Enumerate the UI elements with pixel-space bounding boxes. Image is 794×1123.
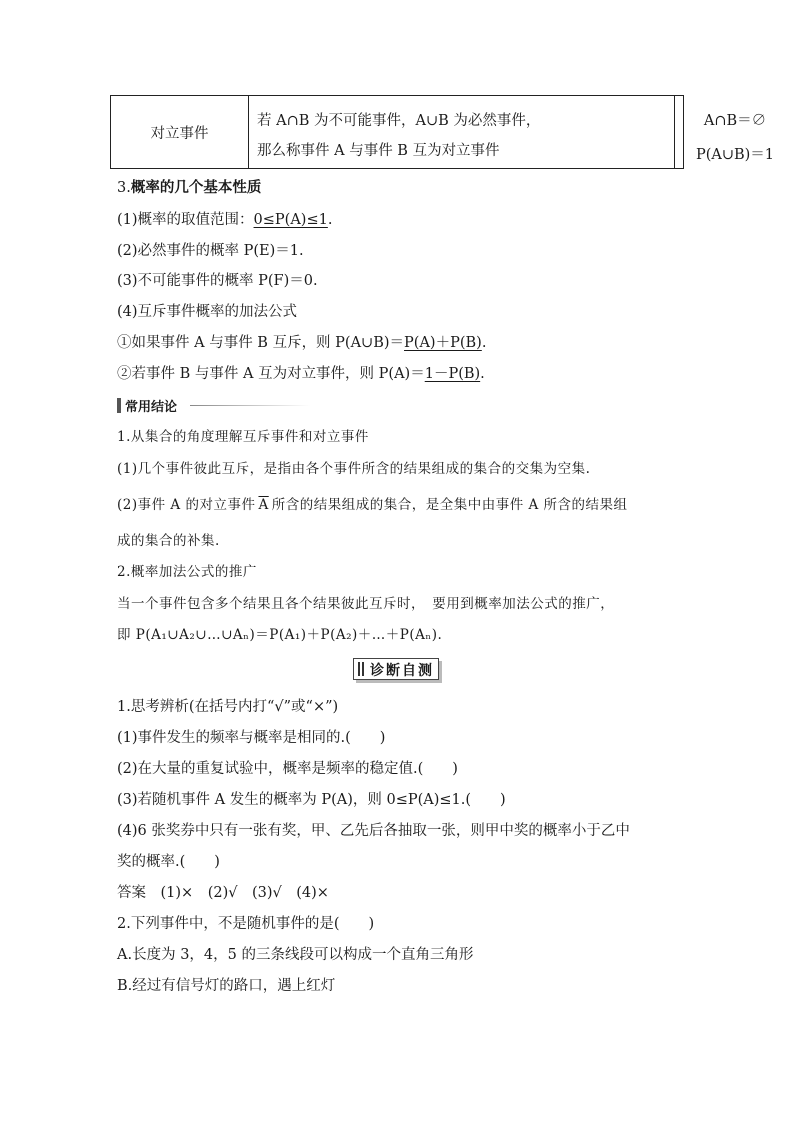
section-title-conclusions: 常用结论 xyxy=(125,400,178,415)
property-5 xyxy=(117,333,486,353)
table-cell-term xyxy=(111,96,249,168)
question-1-item-3: (3)若随机事件 A 发生的概率为 P(A)，则 0≤P(A)≤1.( ) xyxy=(117,792,506,808)
question-2-option-a: A.长度为 3，4，5 的三条线段可以构成一个直角三角形 xyxy=(117,947,474,963)
self-test-banner xyxy=(353,658,439,680)
question-2-option-b: B.经过有信号灯的路口，遇上红灯 xyxy=(117,978,336,994)
heading-number: 3. xyxy=(117,180,131,196)
definition-line-1: 若 A∩B 为不可能事件，A∪B 为必然事件， xyxy=(257,113,541,129)
conclusion-2-title: 2.概率加法公式的推广 xyxy=(117,564,257,580)
question-1-item-4: (4)6 张奖券中只有一张有奖，甲、乙先后各抽取一张，则甲中奖的概率小于乙中 xyxy=(117,823,630,839)
banner-title: 诊断自测 xyxy=(370,663,434,679)
definition-line-2: 那么称事件 A 与事件 B 互为对立事件 xyxy=(257,143,500,159)
property-5-suffix: . xyxy=(481,335,487,351)
symbol-line-2: P(A∪B)＝1 xyxy=(695,147,775,163)
conclusion-1-part-2-suffix: 所含的结果组成的集合，是全集中由事件 A 所含的结果组 xyxy=(271,497,628,513)
question-2-title: 2.下列事件中，不是随机事件的是( ) xyxy=(117,916,375,932)
section-marker xyxy=(117,398,121,413)
heading-text: 概率的几个基本性质 xyxy=(130,179,262,196)
conclusion-2-line-2: 即 P(A₁∪A₂∪…∪Aₙ)＝P(A₁)＋P(A₂)＋…＋P(Aₙ). xyxy=(117,627,443,643)
question-1-title: 1.思考辨析(在括号内打“√”或“×”) xyxy=(117,699,339,715)
property-6 xyxy=(117,364,485,384)
property-1-suffix: . xyxy=(327,212,333,228)
symbol-line-1: A∩B＝∅ xyxy=(703,113,767,129)
conclusion-1-title: 1.从集合的角度理解互斥事件和对立事件 xyxy=(117,429,369,445)
banner-bar-2 xyxy=(362,662,364,676)
question-1-item-1: (1)事件发生的频率与概率是相同的.( ) xyxy=(117,730,386,746)
section-divider xyxy=(190,405,310,406)
table-cell-symbol xyxy=(675,96,794,168)
conclusion-1-part-2-cont: 成的集合的补集. xyxy=(117,533,220,549)
property-4: (4)互斥事件概率的加法公式 xyxy=(117,304,298,320)
property-1 xyxy=(117,210,332,230)
banner-bar-1 xyxy=(358,662,360,676)
question-1-item-2: (2)在大量的重复试验中，概率是频率的稳定值.( ) xyxy=(117,761,458,777)
property-5-answer: P(A)＋P(B) xyxy=(404,335,482,351)
property-5-text: ①如果事件 A 与事件 B 互斥，则 P(A∪B)＝ xyxy=(117,335,405,351)
answer-line: 答案 (1)× (2)√ (3)√ (4)× xyxy=(117,885,329,901)
question-1-item-4-cont: 奖的概率.( ) xyxy=(117,854,220,870)
conclusion-1-part-2-prefix: (2)事件 A 的对立事件 xyxy=(117,497,256,513)
table-cell-definition xyxy=(249,96,675,168)
property-6-answer: 1－P(B) xyxy=(424,366,481,382)
complement-symbol: $\overline{A}$ xyxy=(258,497,269,513)
property-6-text: ②若事件 B 与事件 A 互为对立事件，则 P(A)＝ xyxy=(117,366,425,382)
property-1-text: (1)概率的取值范围： xyxy=(117,212,254,228)
properties-heading xyxy=(117,178,261,198)
conclusion-1-part-1: (1)几个事件彼此互斥，是指由各个事件所含的结果组成的集合的交集为空集. xyxy=(117,461,591,477)
conclusion-1-part-2 xyxy=(117,495,628,515)
property-1-answer: 0≤P(A)≤1 xyxy=(253,212,328,228)
term-label: 对立事件 xyxy=(150,125,209,142)
property-2: (2)必然事件的概率 P(E)＝1. xyxy=(117,243,304,259)
event-table xyxy=(110,95,775,169)
property-3: (3)不可能事件的概率 P(F)＝0. xyxy=(117,273,318,289)
property-6-suffix: . xyxy=(480,366,485,382)
conclusion-2-line-1: 当一个事件包含多个结果且各个结果彼此互斥时， 要用到概率加法公式的推广， xyxy=(117,596,615,612)
